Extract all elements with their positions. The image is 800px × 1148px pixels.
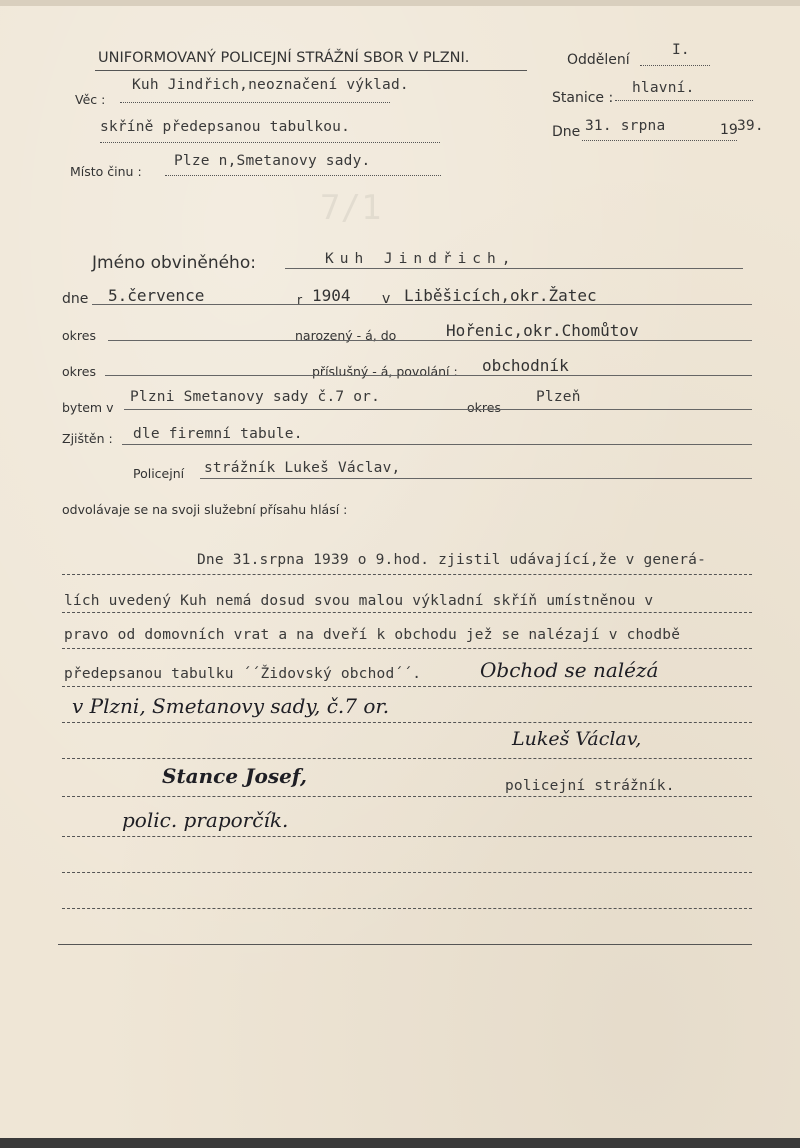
department-field-line <box>640 65 710 66</box>
year-suffix: 39. <box>737 118 764 134</box>
oath-text: odvolávaje se na svoji služební přísahu hlásí : <box>62 502 348 517</box>
scan-bottom-edge <box>0 1138 800 1148</box>
residence-line <box>124 409 752 410</box>
organization-underline <box>95 70 527 71</box>
department-value: I. <box>672 42 690 58</box>
born-line <box>92 304 752 305</box>
report-rule-2 <box>62 612 752 613</box>
native-label: narozený - á, do <box>295 328 397 343</box>
superior-title: polic. praporčík. <box>122 808 289 832</box>
superior-signature: Stance Josef, <box>162 764 307 788</box>
report-line-4-handwritten: Obchod se nalézá <box>480 658 659 682</box>
found-line <box>122 444 752 445</box>
officer-title: policejní strážník. <box>505 778 675 794</box>
district-2-label: okres <box>62 364 96 379</box>
accused-name-value: Kuh Jindřich, <box>325 251 517 267</box>
found-label: Zjištěn : <box>62 431 113 446</box>
report-rule-8 <box>62 836 752 837</box>
report-line-5-handwritten: v Plzni, Smetanovy sady, č.7 or. <box>72 694 390 718</box>
subject-line-2: skříně předepsanou tabulkou. <box>100 119 351 135</box>
station-field-line <box>615 100 753 101</box>
report-rule-5 <box>62 722 752 723</box>
place-value: Plze n,Smetanovy sady. <box>174 153 371 169</box>
station-value: hlavní. <box>632 80 695 96</box>
residence-district-value: Plzeň <box>536 389 581 405</box>
date-value: 31. srpna <box>585 118 666 134</box>
born-in-label: v <box>382 291 391 307</box>
officer-label: Policejní <box>133 466 185 481</box>
occupation-value: obchodník <box>482 356 569 375</box>
report-rule-9 <box>62 872 752 873</box>
subject-field-line-2 <box>100 142 440 143</box>
subject-line-1: Kuh Jindřich,neoznačení výklad. <box>132 77 409 93</box>
report-rule-4 <box>62 686 752 687</box>
station-label: Stanice : <box>552 90 614 106</box>
born-date-label: dne <box>62 291 89 307</box>
report-line-2: lích uvedený Kuh nemá dosud svou malou výkladní skříň umístněnou v <box>64 593 654 609</box>
native-line <box>108 340 752 341</box>
residence-district-label: okres <box>467 400 501 415</box>
officer-line <box>200 478 752 479</box>
report-rule-1 <box>62 574 752 575</box>
born-year-label: r <box>297 292 303 307</box>
found-value: dle firemní tabule. <box>133 426 303 442</box>
native-value: Hořenic,okr.Chomůtov <box>446 321 639 340</box>
report-bottom-rule <box>58 944 752 945</box>
report-line-1: Dne 31.srpna 1939 o 9.hod. zjistil udávající,že v generá- <box>197 552 706 568</box>
faint-stamp-mark: 7/1 <box>320 188 382 228</box>
officer-signature: Lukeš Václav, <box>512 728 642 750</box>
organization-title: UNIFORMOVANÝ POLICEJNÍ STRÁŽNÍ SBOR V PLZNI. <box>98 50 470 66</box>
report-line-3: pravo od domovních vrat a na dveří k obchodu jež se nalézají v chodbě <box>64 627 681 643</box>
report-rule-10 <box>62 908 752 909</box>
place-label: Místo činu : <box>70 164 142 179</box>
accused-name-line <box>285 268 743 269</box>
officer-value: strážník Lukeš Václav, <box>204 460 401 476</box>
born-year-value: 1904 <box>312 286 351 305</box>
subject-field-line-1 <box>120 102 390 103</box>
born-place-value: Liběšicích,okr.Žatec <box>404 286 597 305</box>
residence-label: bytem v <box>62 400 114 415</box>
report-rule-3 <box>62 648 752 649</box>
department-label: Oddělení <box>567 52 630 68</box>
paper-top-edge <box>0 0 800 6</box>
date-field-line <box>582 140 737 141</box>
belongs-label: příslušný - á, povolání : <box>312 364 458 379</box>
report-rule-7 <box>62 796 752 797</box>
accused-name-label: Jméno obviněného: <box>92 253 256 273</box>
report-line-4-typed: předepsanou tabulku ´´Židovský obchod´´. <box>64 666 422 682</box>
residence-value: Plzni Smetanovy sady č.7 or. <box>130 389 381 405</box>
district-1-label: okres <box>62 328 96 343</box>
born-day-value: 5.července <box>108 286 205 305</box>
occupation-line <box>105 375 752 376</box>
subject-label: Věc : <box>75 92 106 107</box>
year-prefix: 19 <box>720 122 738 138</box>
date-label: Dne <box>552 124 581 140</box>
report-rule-6 <box>62 758 752 759</box>
place-field-line <box>165 175 441 176</box>
